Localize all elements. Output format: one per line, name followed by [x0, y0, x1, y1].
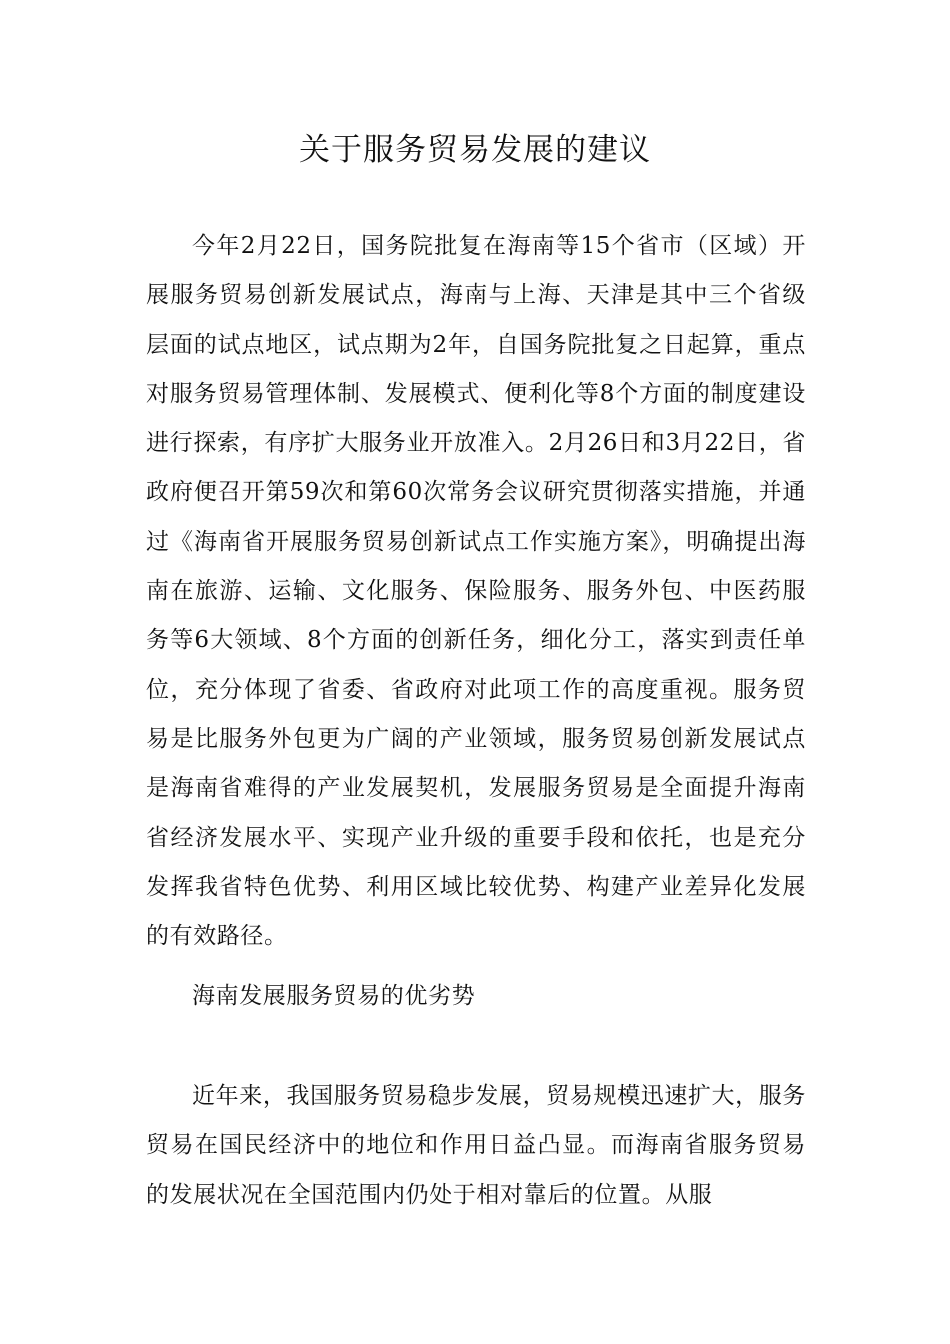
- section-heading: 海南发展服务贸易的优劣势: [192, 983, 476, 1009]
- paragraph-body: 近年来，我国服务贸易稳步发展，贸易规模迅速扩大，服务贸易在国民经济中的地位和作用日益凸显。而海南省服务贸易的发展状况在全国范围内仍处于相对靠后的位置。从服: [146, 1083, 806, 1208]
- paragraph-intro: 今年2月22日，国务院批复在海南等15个省市（区域）开展服务贸易创新发展试点，海南与上海、天津是其中三个省级层面的试点地区，试点期为2年，自国务院批复之日起算，重点对服务贸易管理体制、发展模式、便利化等8个方面的制度建设进行探索，有序扩大服务业开放准入。2月26日和3月22日，省政府便召开第59次和第60次常务会议研究贯彻落实措施，并通过《海南省开展服务贸易创新试点工作实施方案》，明确提出海南在旅游、运输、文化服务、保险服务、服务外包、中医药服务等6大领域、8个方面的创新任务，细化分工，落实到责任单位，充分体现了省委、省政府对此项工作的高度重视。服务贸易是比服务外包更为广阔的产业领域，服务贸易创新发展试点是海南省难得的产业发展契机，发展服务贸易是全面提升海南省经济发展水平、实现产业升级的重要手段和依托，也是充分发挥我省特色优势、利用区域比较优势、构建产业差异化发展的有效路径。: [146, 233, 806, 950]
- document-title: 关于服务贸易发展的建议: [299, 132, 651, 168]
